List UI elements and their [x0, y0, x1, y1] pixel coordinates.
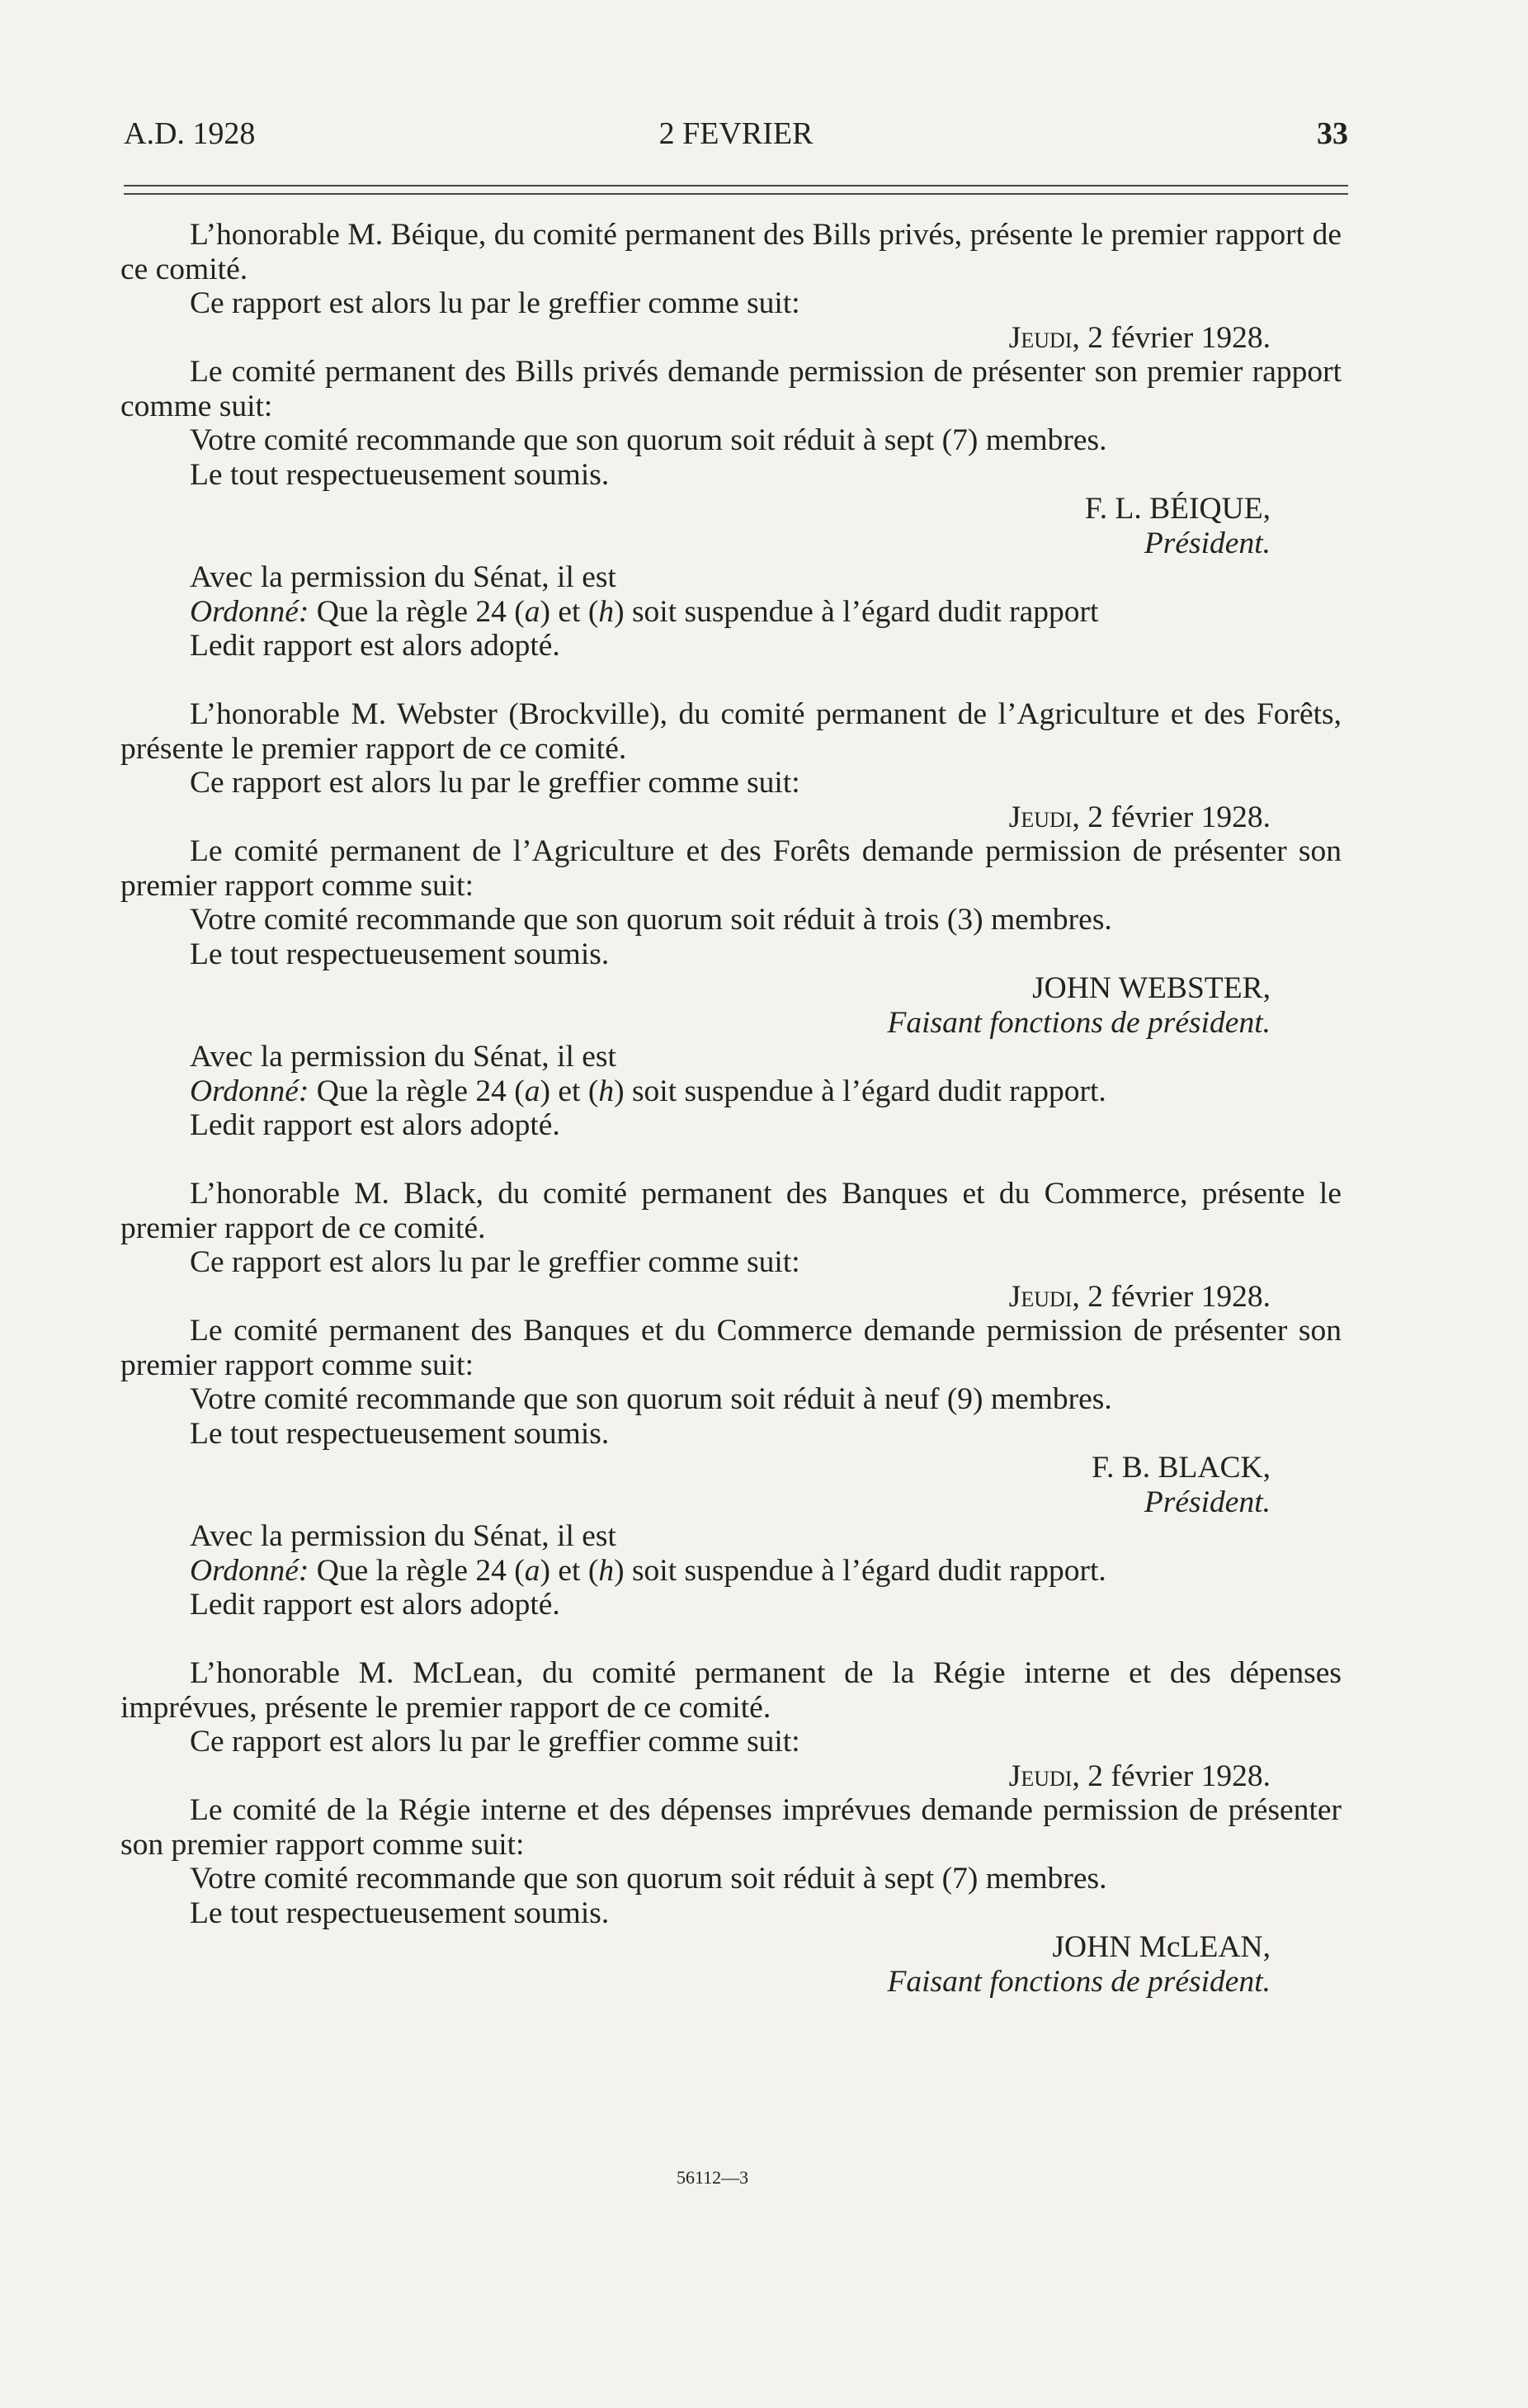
report-date-rest: 2 février 1928.	[1079, 320, 1271, 355]
report-date-rest: 2 février 1928.	[1079, 1759, 1271, 1793]
signatory-title: Faisant fonctions de président.	[887, 1005, 1271, 1040]
report-recommendation: Votre comité recommande que son quorum soit réduit à neuf (9) membres.	[190, 1382, 1112, 1416]
order-label: Ordonné:	[190, 1553, 309, 1588]
order-clause-a: a	[524, 1553, 540, 1588]
report-text: Le comité permanent de l’Agriculture et des Forêts demande permission de présenter son premier rapport comme suit:	[120, 834, 1342, 903]
order-clause-h: h	[598, 1553, 615, 1588]
print-code: 56112—3	[677, 2167, 749, 2188]
order-text: ) soit suspendue à l’égard dudit rapport	[614, 594, 1099, 629]
report-closing: Le tout respectueusement soumis.	[190, 937, 610, 971]
signatory-name: F. L. BÉIQUE,	[1084, 492, 1271, 526]
order-text: ) et (	[540, 1074, 599, 1108]
report-recommendation: Votre comité recommande que son quorum soit réduit à sept (7) membres.	[190, 423, 1107, 457]
order-clause-h: h	[598, 594, 615, 629]
order-statement	[120, 1554, 1342, 1589]
report-date-day: Jeudi,	[1008, 320, 1080, 355]
order-text: ) et (	[540, 1553, 599, 1588]
signatory-name: JOHN McLEAN,	[1052, 1930, 1271, 1964]
header-year: A.D. 1928	[124, 116, 256, 151]
committee-report-section	[120, 218, 1342, 663]
order-statement	[120, 1074, 1342, 1109]
report-recommendation: Votre comité recommande que son quorum soit réduit à sept (7) membres.	[190, 1862, 1107, 1896]
report-text: Le comité permanent des Bills privés demande permission de présenter son premier rapport comme suit:	[120, 355, 1342, 423]
report-closing: Le tout respectueusement soumis.	[190, 1896, 610, 1930]
order-text: Que la règle 24 (	[309, 1074, 525, 1108]
read-statement: Ce rapport est alors lu par le greffier comme suit:	[190, 286, 800, 320]
order-text: Que la règle 24 (	[309, 594, 525, 629]
adopted-statement: Ledit rapport est alors adopté.	[190, 1588, 560, 1622]
committee-report-section	[120, 697, 1342, 1143]
order-text: ) soit suspendue à l’égard dudit rapport.	[614, 1553, 1106, 1588]
report-closing: Le tout respectueusement soumis.	[190, 1416, 610, 1451]
report-text: Le comité de la Régie interne et des dépenses imprévues demande permission de présenter son premier rapport comme suit:	[120, 1793, 1342, 1862]
page-number: 33	[1317, 116, 1348, 151]
section-spacer	[120, 1622, 1342, 1657]
read-statement: Ce rapport est alors lu par le greffier comme suit:	[190, 1245, 800, 1279]
order-clause-a: a	[524, 1074, 540, 1108]
section-intro: L’honorable M. Béique, du comité permanent des Bills privés, présente le premier rapport de ce comité.	[120, 218, 1342, 286]
permission-statement: Avec la permission du Sénat, il est	[190, 1040, 616, 1074]
report-text: Le comité permanent des Banques et du Commerce demande permission de présenter son premier rapport comme suit:	[120, 1314, 1342, 1382]
report-recommendation: Votre comité recommande que son quorum soit réduit à trois (3) membres.	[190, 903, 1112, 937]
report-closing: Le tout respectueusement soumis.	[190, 457, 610, 492]
header-double-rule	[124, 185, 1348, 195]
report-date-rest: 2 février 1928.	[1079, 800, 1271, 834]
report-date-day: Jeudi,	[1008, 1279, 1080, 1314]
permission-statement: Avec la permission du Sénat, il est	[190, 1519, 616, 1553]
signatory-name: JOHN WEBSTER,	[1032, 971, 1271, 1005]
permission-statement: Avec la permission du Sénat, il est	[190, 560, 616, 594]
page-body	[120, 218, 1342, 1999]
read-statement: Ce rapport est alors lu par le greffier comme suit:	[190, 766, 800, 800]
header-date: 2 FEVRIER	[658, 116, 814, 151]
section-intro: L’honorable M. Webster (Brockville), du comité permanent de l’Agriculture et des Forêts, présente le premier rapport de ce comité.	[120, 697, 1342, 766]
report-date	[120, 1759, 1342, 1794]
adopted-statement: Ledit rapport est alors adopté.	[190, 629, 560, 663]
order-text: ) soit suspendue à l’égard dudit rapport.	[614, 1074, 1106, 1108]
report-date	[120, 1280, 1342, 1315]
section-spacer	[120, 1143, 1342, 1178]
read-statement: Ce rapport est alors lu par le greffier comme suit:	[190, 1725, 800, 1759]
report-date	[120, 321, 1342, 356]
order-clause-h: h	[598, 1074, 615, 1108]
signatory-name: F. B. BLACK,	[1092, 1451, 1271, 1485]
report-date	[120, 800, 1342, 835]
order-label: Ordonné:	[190, 1074, 309, 1108]
signatory-title: Président.	[1144, 526, 1271, 560]
committee-report-section	[120, 1656, 1342, 1999]
section-intro: L’honorable M. McLean, du comité permanent de la Régie interne et des dépenses imprévues, présente le premier rapport de ce comité.	[120, 1656, 1342, 1725]
order-statement	[120, 595, 1342, 630]
order-text: Que la règle 24 (	[309, 1553, 525, 1588]
page-header	[124, 116, 1348, 165]
section-intro: L’honorable M. Black, du comité permanent des Banques et du Commerce, présente le premier rapport de ce comité.	[120, 1177, 1342, 1245]
order-clause-a: a	[524, 594, 540, 629]
report-date-day: Jeudi,	[1008, 1759, 1080, 1793]
order-text: ) et (	[540, 594, 599, 629]
committee-report-section	[120, 1177, 1342, 1622]
report-date-rest: 2 février 1928.	[1079, 1279, 1271, 1314]
signatory-title: Faisant fonctions de président.	[887, 1964, 1271, 1999]
order-label: Ordonné:	[190, 594, 309, 629]
section-spacer	[120, 663, 1342, 698]
signatory-title: Président.	[1144, 1485, 1271, 1519]
adopted-statement: Ledit rapport est alors adopté.	[190, 1108, 560, 1142]
report-date-day: Jeudi,	[1008, 800, 1080, 834]
